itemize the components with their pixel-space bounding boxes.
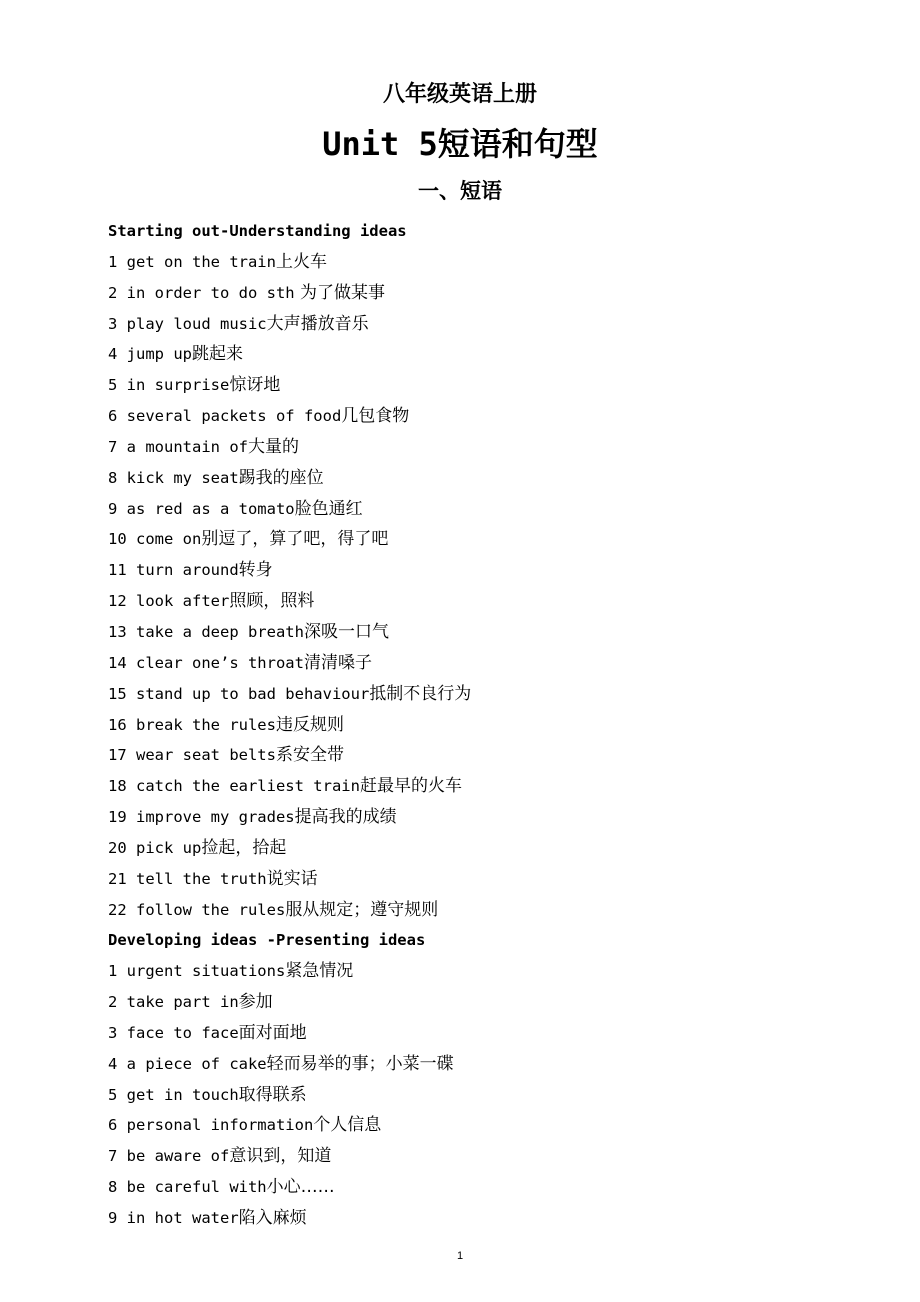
phrase-item bbox=[108, 864, 888, 895]
phrase-item bbox=[108, 1141, 888, 1172]
unit-title bbox=[0, 122, 920, 166]
phrase-item bbox=[108, 802, 888, 833]
phrase-english: 3 play loud music bbox=[108, 314, 267, 333]
phrase-english: 15 stand up to bad behaviour bbox=[108, 684, 370, 703]
phrase-english: 6 several packets of food bbox=[108, 407, 342, 426]
phrase-item bbox=[108, 833, 888, 864]
phrase-english: 2 in order to do sth bbox=[108, 283, 295, 302]
phrase-chinese: 转身 bbox=[238, 560, 273, 581]
phrase-chinese: 紧急情况 bbox=[285, 961, 354, 982]
subsection-heading-text: Starting out-Understanding ideas bbox=[108, 222, 407, 240]
phrase-chinese: 轻而易举的事；小菜一碟 bbox=[266, 1053, 454, 1074]
phrase-item bbox=[108, 494, 888, 525]
phrase-chinese: 捡起，拾起 bbox=[201, 837, 287, 858]
phrase-item bbox=[108, 1018, 888, 1049]
phrase-item bbox=[108, 401, 888, 432]
phrase-chinese: 意识到，知道 bbox=[229, 1146, 332, 1167]
phrase-chinese: 深吸一口气 bbox=[303, 621, 389, 642]
phrase-item bbox=[108, 956, 888, 987]
phrase-item bbox=[108, 339, 888, 370]
phrase-chinese: 大量的 bbox=[247, 436, 299, 457]
phrase-chinese: 踢我的座位 bbox=[238, 467, 324, 488]
phrase-english: 1 urgent situations bbox=[108, 962, 286, 981]
phrase-chinese: 提高我的成绩 bbox=[294, 807, 397, 828]
phrase-list bbox=[108, 216, 888, 1234]
phrase-english: 18 catch the earliest train bbox=[108, 777, 360, 796]
phrase-chinese: 抵制不良行为 bbox=[369, 683, 472, 704]
phrase-chinese: 参加 bbox=[238, 992, 273, 1013]
phrase-chinese: 个人信息 bbox=[313, 1115, 382, 1136]
phrase-english: 4 jump up bbox=[108, 345, 192, 364]
phrase-chinese: 面对面地 bbox=[238, 1022, 307, 1043]
phrase-chinese: 系安全带 bbox=[275, 745, 344, 766]
phrase-chinese: 取得联系 bbox=[238, 1084, 307, 1105]
phrase-chinese: 脸色通红 bbox=[294, 498, 363, 519]
phrase-chinese: 小心…… bbox=[266, 1177, 335, 1198]
phrase-item bbox=[108, 247, 888, 278]
phrase-english: 14 clear one’s throat bbox=[108, 653, 304, 672]
phrase-item bbox=[108, 895, 888, 926]
phrase-chinese: 服从规定；遵守规则 bbox=[285, 899, 439, 920]
section-title: 一、短语 bbox=[418, 179, 502, 203]
subsection-heading-text: Developing ideas -Presenting ideas bbox=[108, 931, 426, 950]
phrase-english: 9 in hot water bbox=[108, 1209, 239, 1227]
phrase-chinese: 大声播放音乐 bbox=[266, 313, 369, 334]
phrase-item bbox=[108, 1049, 888, 1080]
phrase-english: 8 kick my seat bbox=[108, 468, 239, 487]
phrase-item bbox=[108, 1080, 888, 1111]
phrase-english: 19 improve my grades bbox=[108, 808, 295, 827]
grade-title: 八年级英语上册 bbox=[382, 82, 537, 107]
phrase-item bbox=[108, 710, 888, 741]
page-number: 1 bbox=[456, 1250, 464, 1262]
phrase-chinese: 惊讶地 bbox=[229, 375, 281, 396]
phrase-english: 3 face to face bbox=[108, 1023, 239, 1042]
phrase-item bbox=[108, 524, 888, 555]
phrase-chinese: 为了做某事 bbox=[294, 282, 386, 303]
phrase-chinese: 违反规则 bbox=[275, 714, 344, 735]
phrase-chinese: 照顾，照料 bbox=[229, 591, 315, 612]
phrase-chinese: 别逗了，算了吧，得了吧 bbox=[201, 529, 389, 550]
unit-title-en: Unit 5 bbox=[322, 125, 438, 163]
phrase-item bbox=[108, 555, 888, 586]
phrase-english: 2 take part in bbox=[108, 993, 239, 1012]
phrase-chinese: 上火车 bbox=[275, 251, 327, 272]
phrase-item bbox=[108, 1203, 888, 1234]
phrase-english: 9 as red as a tomato bbox=[108, 499, 295, 518]
phrase-english: 5 in surprise bbox=[108, 376, 230, 395]
phrase-english: 7 be aware of bbox=[108, 1147, 230, 1166]
phrase-item bbox=[108, 987, 888, 1018]
phrase-item bbox=[108, 432, 888, 463]
phrase-english: 17 wear seat belts bbox=[108, 746, 276, 765]
phrase-chinese: 赶最早的火车 bbox=[359, 776, 462, 797]
phrase-chinese: 陷入麻烦 bbox=[238, 1208, 307, 1228]
phrase-english: 22 follow the rules bbox=[108, 900, 286, 919]
phrase-english: 8 be careful with bbox=[108, 1178, 267, 1197]
phrase-english: 13 take a deep breath bbox=[108, 622, 304, 641]
phrase-english: 20 pick up bbox=[108, 838, 202, 857]
phrase-chinese: 跳起来 bbox=[192, 344, 243, 365]
phrase-english: 6 personal information bbox=[108, 1116, 314, 1135]
phrase-item bbox=[108, 370, 888, 401]
phrase-item bbox=[108, 617, 888, 648]
phrase-english: 10 come on bbox=[108, 530, 202, 549]
phrase-english: 21 tell the truth bbox=[108, 869, 267, 888]
phrase-english: 7 a mountain of bbox=[108, 437, 248, 456]
phrase-item bbox=[108, 1172, 888, 1203]
subsection-heading bbox=[108, 925, 888, 956]
phrase-english: 11 turn around bbox=[108, 561, 239, 580]
phrase-item bbox=[108, 648, 888, 679]
subsection-heading bbox=[108, 216, 888, 247]
phrase-item bbox=[108, 586, 888, 617]
phrase-item bbox=[108, 1110, 888, 1141]
phrase-item bbox=[108, 278, 888, 309]
phrase-english: 5 get in touch bbox=[108, 1085, 239, 1104]
phrase-item bbox=[108, 679, 888, 710]
phrase-item bbox=[108, 309, 888, 340]
phrase-item bbox=[108, 740, 888, 771]
phrase-english: 1 get on the train bbox=[108, 252, 276, 271]
phrase-item bbox=[108, 771, 888, 802]
phrase-chinese: 说实话 bbox=[266, 868, 318, 889]
phrase-chinese: 几包食物 bbox=[341, 406, 410, 427]
phrase-item bbox=[108, 463, 888, 494]
phrase-english: 4 a piece of cake bbox=[108, 1054, 267, 1073]
phrase-english: 16 break the rules bbox=[108, 715, 276, 734]
unit-title-zh: 短语和句型 bbox=[437, 125, 598, 163]
phrase-chinese: 清清嗓子 bbox=[303, 652, 372, 673]
phrase-english: 12 look after bbox=[108, 592, 230, 611]
